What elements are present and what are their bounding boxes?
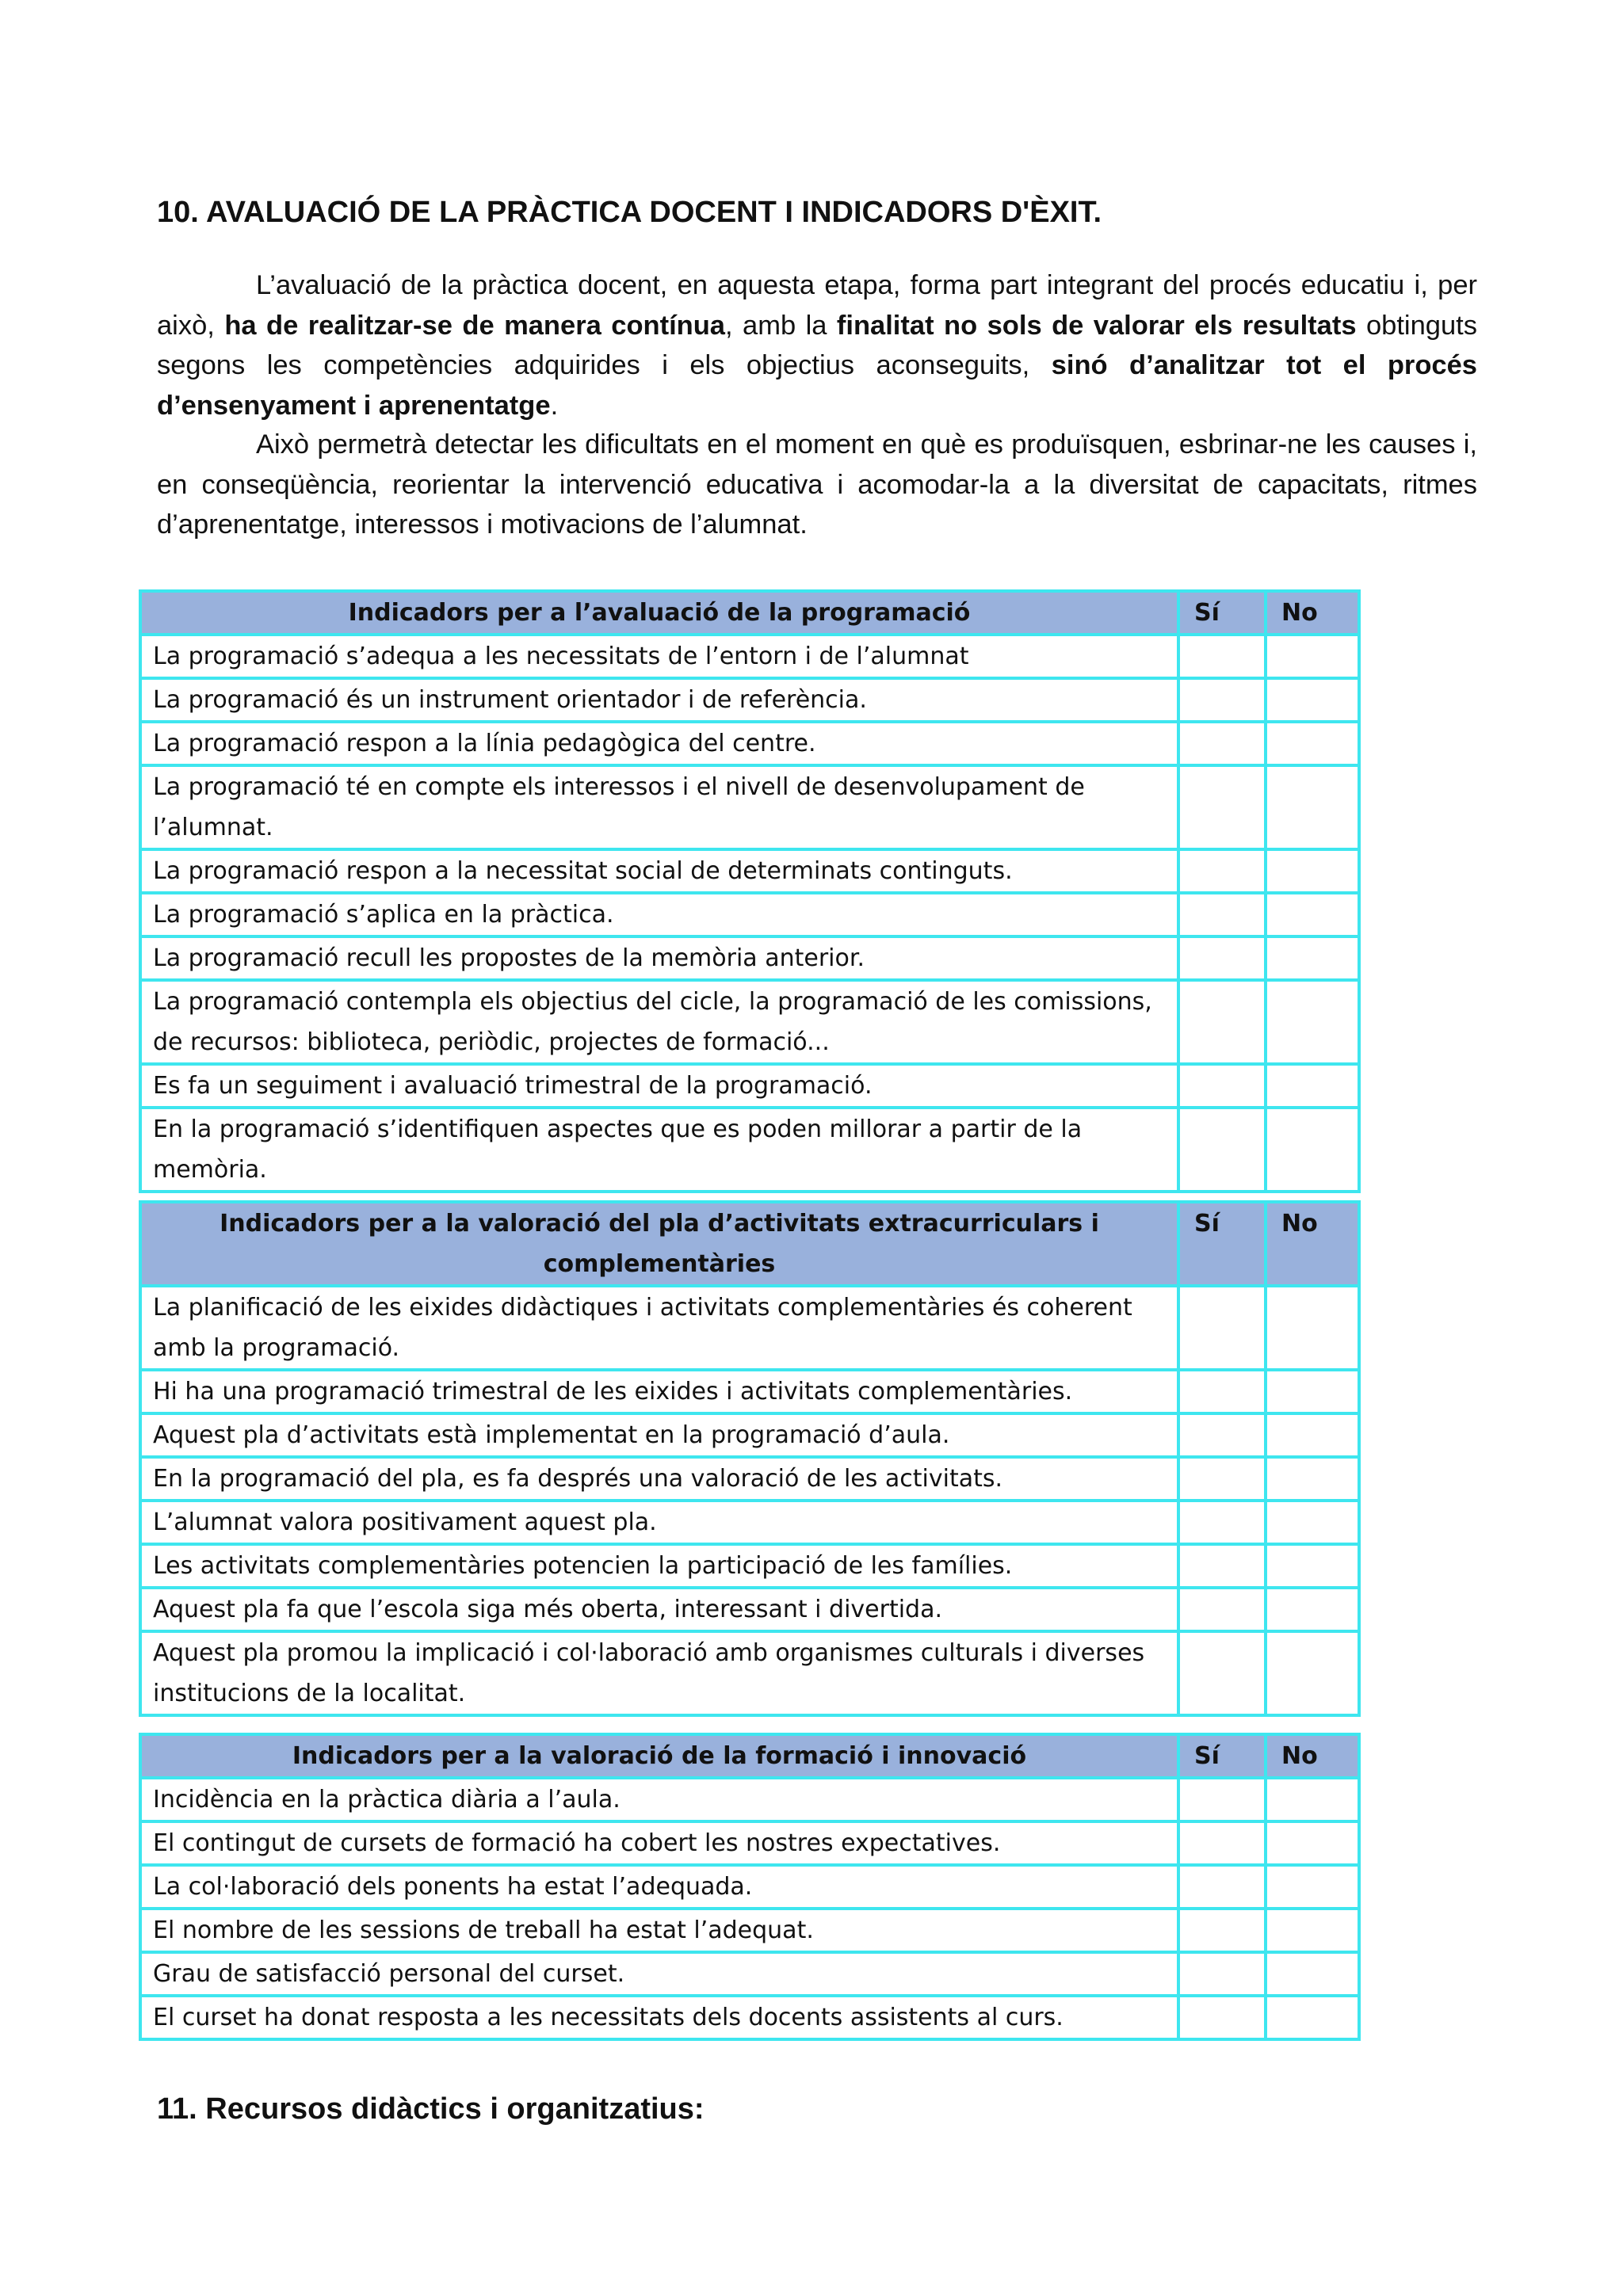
no-checkbox-cell[interactable] <box>1266 1544 1359 1588</box>
table-row <box>140 849 1359 893</box>
column-header-no: No <box>1266 1734 1359 1778</box>
no-checkbox-cell[interactable] <box>1266 635 1359 678</box>
indicator-text: L’alumnat valora positivament aquest pla. <box>140 1501 1178 1544</box>
yes-checkbox-cell[interactable] <box>1178 722 1266 765</box>
no-checkbox-cell[interactable] <box>1266 678 1359 722</box>
no-checkbox-cell[interactable] <box>1266 1108 1359 1192</box>
table-row <box>140 1286 1359 1370</box>
table-row <box>140 1865 1359 1909</box>
indicator-text: El contingut de cursets de formació ha cobert les nostres expectatives. <box>140 1821 1178 1865</box>
table-row <box>140 722 1359 765</box>
no-checkbox-cell[interactable] <box>1266 1588 1359 1631</box>
indicator-text: Grau de satisfacció personal del curset. <box>140 1952 1178 1996</box>
table-row <box>140 1108 1359 1192</box>
yes-checkbox-cell[interactable] <box>1178 1108 1266 1192</box>
column-header-no: No <box>1266 1202 1359 1286</box>
indicator-text: La programació s’adequa a les necessitats de l’entorn i de l’alumnat <box>140 635 1178 678</box>
yes-checkbox-cell[interactable] <box>1178 1865 1266 1909</box>
table-row <box>140 1370 1359 1413</box>
yes-checkbox-cell[interactable] <box>1178 1286 1266 1370</box>
yes-checkbox-cell[interactable] <box>1178 1778 1266 1821</box>
indicator-text: La programació recull les propostes de la memòria anterior. <box>140 936 1178 980</box>
indicator-text: Es fa un seguiment i avaluació trimestral de la programació. <box>140 1064 1178 1108</box>
text-run: obtinguts segons les competències adquirides i els objectius aconseguits, <box>157 310 1477 380</box>
bold-run: sinó d’analitzar tot el procés d’ensenyament i aprenentatge <box>157 350 1477 421</box>
table-row <box>140 1778 1359 1821</box>
yes-checkbox-cell[interactable] <box>1178 1064 1266 1108</box>
table-row <box>140 1631 1359 1715</box>
intro-paragraph <box>157 265 1477 425</box>
indicator-text: La col·laboració dels ponents ha estat l’adequada. <box>140 1865 1178 1909</box>
table-row <box>140 980 1359 1064</box>
yes-checkbox-cell[interactable] <box>1178 765 1266 849</box>
no-checkbox-cell[interactable] <box>1266 893 1359 936</box>
yes-checkbox-cell[interactable] <box>1178 1952 1266 1996</box>
yes-checkbox-cell[interactable] <box>1178 1457 1266 1501</box>
indicator-text: Les activitats complementàries potencien la participació de les famílies. <box>140 1544 1178 1588</box>
no-checkbox-cell[interactable] <box>1266 849 1359 893</box>
indicator-text: El nombre de les sessions de treball ha estat l’adequat. <box>140 1909 1178 1952</box>
no-checkbox-cell[interactable] <box>1266 1778 1359 1821</box>
table-header-row <box>140 1202 1359 1286</box>
yes-checkbox-cell[interactable] <box>1178 1996 1266 2039</box>
no-checkbox-cell[interactable] <box>1266 722 1359 765</box>
no-checkbox-cell[interactable] <box>1266 1909 1359 1952</box>
text-run: . <box>550 390 559 421</box>
indicator-text: La programació s’aplica en la pràctica. <box>140 893 1178 936</box>
indicators-table-activitats <box>139 1200 1361 1717</box>
yes-checkbox-cell[interactable] <box>1178 635 1266 678</box>
yes-checkbox-cell[interactable] <box>1178 1370 1266 1413</box>
table-row <box>140 1952 1359 1996</box>
yes-checkbox-cell[interactable] <box>1178 849 1266 893</box>
yes-checkbox-cell[interactable] <box>1178 980 1266 1064</box>
table-header-title: Indicadors per a la valoració de la formació i innovació <box>140 1734 1178 1778</box>
no-checkbox-cell[interactable] <box>1266 936 1359 980</box>
no-checkbox-cell[interactable] <box>1266 765 1359 849</box>
indicator-text: La programació és un instrument orientador i de referència. <box>140 678 1178 722</box>
yes-checkbox-cell[interactable] <box>1178 1909 1266 1952</box>
indicator-text: La programació té en compte els interessos i el nivell de desenvolupament de l’alumnat. <box>140 765 1178 849</box>
table-row <box>140 1996 1359 2039</box>
indicator-text: La programació respon a la línia pedagògica del centre. <box>140 722 1178 765</box>
column-header-no: No <box>1266 591 1359 635</box>
indicator-text: Aquest pla fa que l’escola siga més oberta, interessant i divertida. <box>140 1588 1178 1631</box>
no-checkbox-cell[interactable] <box>1266 1865 1359 1909</box>
table-header-title: Indicadors per a l’avaluació de la programació <box>140 591 1178 635</box>
no-checkbox-cell[interactable] <box>1266 1952 1359 1996</box>
table-row <box>140 1544 1359 1588</box>
no-checkbox-cell[interactable] <box>1266 1501 1359 1544</box>
column-header-yes: Sí <box>1178 591 1266 635</box>
indicator-text: Hi ha una programació trimestral de les eixides i activitats complementàries. <box>140 1370 1178 1413</box>
no-checkbox-cell[interactable] <box>1266 1370 1359 1413</box>
section-11-title: 11. Recursos didàctics i organitzatius: <box>157 2092 705 2126</box>
yes-checkbox-cell[interactable] <box>1178 1413 1266 1457</box>
table-row <box>140 1064 1359 1108</box>
no-checkbox-cell[interactable] <box>1266 1286 1359 1370</box>
no-checkbox-cell[interactable] <box>1266 1821 1359 1865</box>
indicator-text: La programació contempla els objectius del cicle, la programació de les comissions, de recursos: biblioteca, periòdic, projectes de formació... <box>140 980 1178 1064</box>
yes-checkbox-cell[interactable] <box>1178 1501 1266 1544</box>
indicator-text: El curset ha donat resposta a les necessitats dels docents assistents al curs. <box>140 1996 1178 2039</box>
table-row <box>140 678 1359 722</box>
indicator-text: En la programació s’identifiquen aspectes que es poden millorar a partir de la memòria. <box>140 1108 1178 1192</box>
table-row <box>140 635 1359 678</box>
no-checkbox-cell[interactable] <box>1266 1413 1359 1457</box>
indicator-text: Incidència en la pràctica diària a l’aula. <box>140 1778 1178 1821</box>
no-checkbox-cell[interactable] <box>1266 1996 1359 2039</box>
table-row <box>140 1821 1359 1865</box>
yes-checkbox-cell[interactable] <box>1178 678 1266 722</box>
table-row <box>140 1909 1359 1952</box>
yes-checkbox-cell[interactable] <box>1178 1588 1266 1631</box>
indicator-text: Aquest pla d’activitats està implementat en la programació d’aula. <box>140 1413 1178 1457</box>
indicator-text: En la programació del pla, es fa després una valoració de les activitats. <box>140 1457 1178 1501</box>
indicator-text: Aquest pla promou la implicació i col·laboració amb organismes culturals i diverses institucions de la localitat. <box>140 1631 1178 1715</box>
section-10-title: 10. AVALUACIÓ DE LA PRÀCTICA DOCENT I INDICADORS D'ÈXIT. <box>157 196 1102 229</box>
yes-checkbox-cell[interactable] <box>1178 1821 1266 1865</box>
table-row <box>140 1413 1359 1457</box>
table-row <box>140 1501 1359 1544</box>
bold-run: ha de realitzar-se de manera contínua <box>224 310 725 341</box>
table-row <box>140 765 1359 849</box>
no-checkbox-cell[interactable] <box>1266 980 1359 1064</box>
column-header-yes: Sí <box>1178 1202 1266 1286</box>
text-run: L’avaluació de la pràctica docent, en aquesta etapa, forma part integrant del procés educatiu i, per això, <box>157 270 1477 341</box>
indicators-table-programacio <box>139 589 1361 1193</box>
no-checkbox-cell[interactable] <box>1266 1457 1359 1501</box>
column-header-yes: Sí <box>1178 1734 1266 1778</box>
second-paragraph: Això permetrà detectar les dificultats en el moment en què es produïsquen, esbrinar-ne les causes i, en conseqüència, reorientar la intervenció educativa i acomodar-la a la diversitat de capacitats, ritmes d’aprenentatge, interessos i motivacions de l’alumnat. <box>157 429 1477 540</box>
no-checkbox-cell[interactable] <box>1266 1631 1359 1715</box>
table-row <box>140 936 1359 980</box>
bold-run: finalitat no sols de valorar els resultats <box>836 310 1357 341</box>
indicator-text: La planificació de les eixides didàctiques i activitats complementàries és coherent amb la programació. <box>140 1286 1178 1370</box>
table-row <box>140 1588 1359 1631</box>
table-header-row <box>140 1734 1359 1778</box>
yes-checkbox-cell[interactable] <box>1178 936 1266 980</box>
text-run: , amb la <box>725 310 837 341</box>
yes-checkbox-cell[interactable] <box>1178 1544 1266 1588</box>
table-row <box>140 893 1359 936</box>
indicator-text: La programació respon a la necessitat social de determinats continguts. <box>140 849 1178 893</box>
table-header-row <box>140 591 1359 635</box>
no-checkbox-cell[interactable] <box>1266 1064 1359 1108</box>
indicators-table-formacio <box>139 1733 1361 2041</box>
yes-checkbox-cell[interactable] <box>1178 1631 1266 1715</box>
table-row <box>140 1457 1359 1501</box>
yes-checkbox-cell[interactable] <box>1178 893 1266 936</box>
table-header-title: Indicadors per a la valoració del pla d’activitats extracurriculars i complementàries <box>140 1202 1178 1286</box>
